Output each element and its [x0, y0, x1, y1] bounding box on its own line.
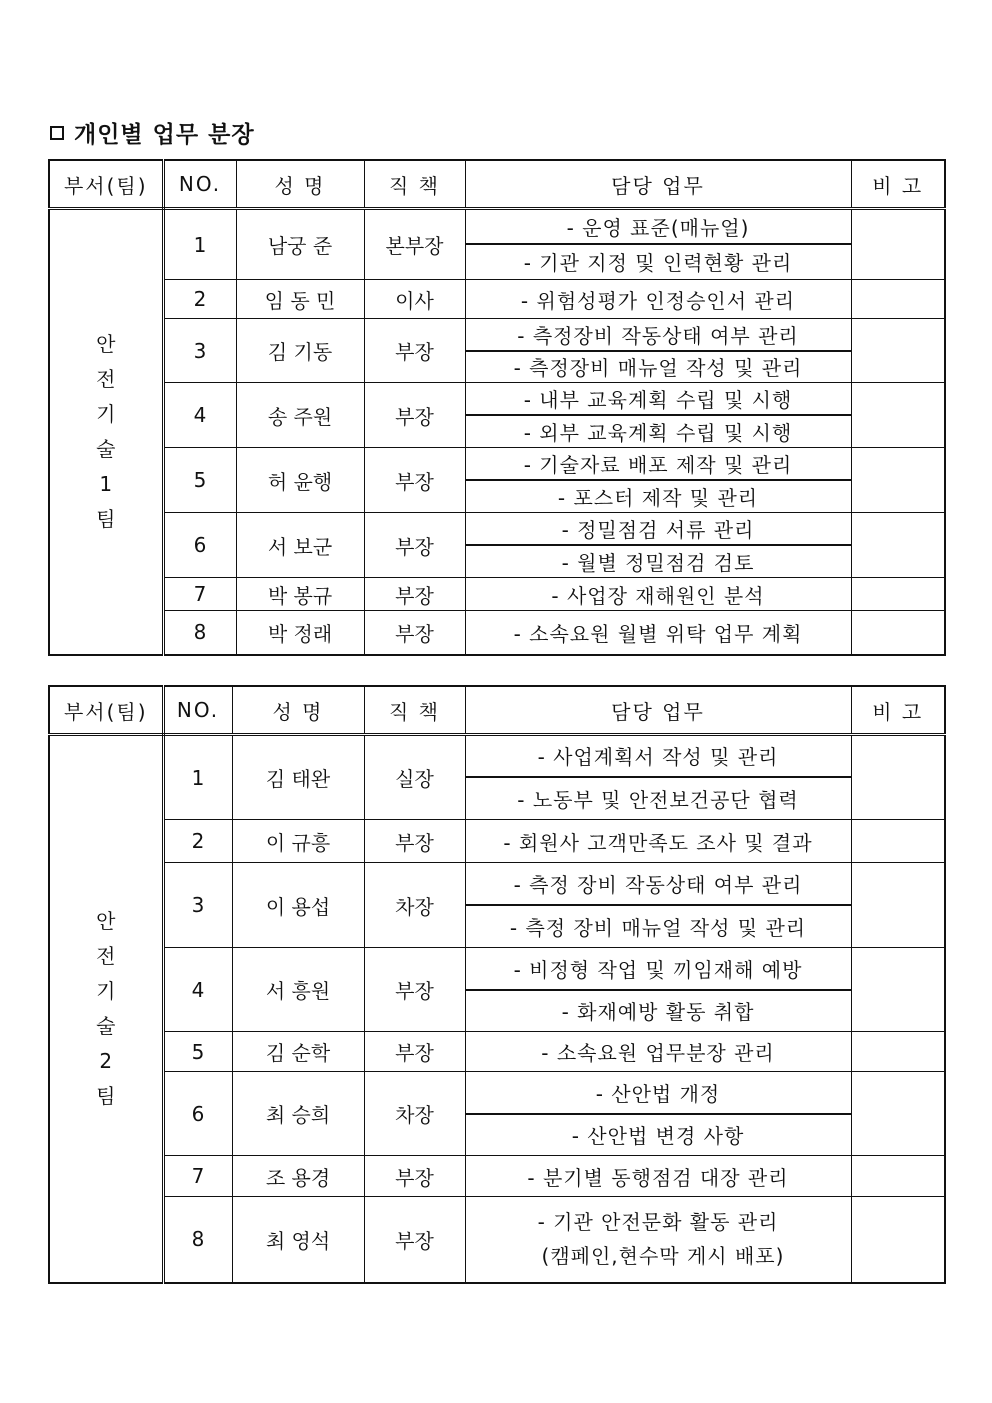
header-duty: 담당 업무: [465, 686, 851, 735]
row-name: 허 윤행: [236, 448, 364, 513]
row-task: - 측정장비 매뉴얼 작성 및 관리: [465, 351, 851, 383]
header-duty: 담당 업무: [465, 160, 851, 209]
row-name: 남궁 준: [236, 209, 364, 280]
row-name: 박 봉규: [236, 578, 364, 611]
row-note: [851, 1072, 945, 1156]
table-row: [49, 948, 945, 990]
row-name: 김 태완: [232, 735, 364, 820]
row-task: - 월별 정밀점검 검토: [465, 545, 851, 578]
header-note: 비 고: [851, 160, 945, 209]
row-task: - 외부 교육계획 수립 및 시행: [465, 415, 851, 448]
row-name: 송 주원: [236, 383, 364, 448]
row-task: - 산안법 변경 사항: [465, 1114, 851, 1156]
row-no: 5: [163, 448, 236, 513]
row-note: [851, 319, 945, 383]
row-task-line: - 기관 안전문화 활동 관리: [537, 1210, 779, 1235]
row-no: 6: [163, 513, 236, 578]
row-task: - 위험성평가 인정승인서 관리: [465, 280, 851, 319]
row-note: [851, 948, 945, 1032]
team1-table: [48, 159, 946, 656]
table-row: [49, 1197, 945, 1283]
row-no: 5: [163, 1032, 232, 1072]
row-note: [851, 1197, 945, 1283]
row-position: 실장: [364, 735, 465, 820]
row-no: 2: [163, 280, 236, 319]
row-no: 1: [163, 209, 236, 280]
row-position: 부장: [364, 513, 465, 578]
row-task: - 기관 지정 및 인력현황 관리: [465, 244, 851, 280]
row-name: 최 승희: [232, 1072, 364, 1156]
row-task-line: (캠페인,현수막 게시 배포): [541, 1244, 785, 1269]
row-task: - 비정형 작업 및 끼임재해 예방: [465, 948, 851, 990]
table-row: [49, 383, 945, 415]
table-row: [49, 863, 945, 905]
header-name: 성 명: [232, 686, 364, 735]
row-task: - 내부 교육계획 수립 및 시행: [465, 383, 851, 415]
row-note: [851, 383, 945, 448]
header-note: 비 고: [851, 686, 945, 735]
row-position: 부장: [364, 948, 465, 1032]
row-no: 4: [163, 383, 236, 448]
table-row: [49, 1032, 945, 1072]
row-position: 이사: [364, 280, 465, 319]
row-task: - 측정 장비 매뉴얼 작성 및 관리: [465, 905, 851, 948]
team1-dept-cell: 안 전 기 술 1 팀: [49, 209, 163, 655]
row-position: 부장: [364, 611, 465, 655]
table-row: [49, 820, 945, 863]
header-no: NO.: [163, 686, 232, 735]
header-position: 직 책: [364, 686, 465, 735]
row-task: - 운영 표준(매뉴얼): [465, 209, 851, 244]
row-task: - 측정 장비 작동상태 여부 관리: [465, 863, 851, 905]
row-task: [465, 1197, 851, 1283]
row-position: 차장: [364, 1072, 465, 1156]
row-note: [851, 820, 945, 863]
row-note: [851, 735, 945, 820]
row-task: - 기술자료 배포 제작 및 관리: [465, 448, 851, 480]
row-no: 1: [163, 735, 232, 820]
row-position: 부장: [364, 578, 465, 611]
page-title: [50, 116, 255, 149]
row-no: 6: [163, 1072, 232, 1156]
row-no: 4: [163, 948, 232, 1032]
row-no: 7: [163, 578, 236, 611]
row-task: - 소속요원 월별 위탁 업무 계획: [465, 611, 851, 655]
table-header-row: [49, 686, 945, 735]
table-row: [49, 1072, 945, 1114]
row-task: - 노동부 및 안전보건공단 협력: [465, 777, 851, 820]
team2-dept-cell: 안 전 기 술 2 팀: [49, 735, 163, 1283]
row-task: - 산안법 개정: [465, 1072, 851, 1114]
row-position: 부장: [364, 383, 465, 448]
table-row: [49, 1156, 945, 1197]
row-no: 8: [163, 611, 236, 655]
row-name: 임 동 민: [236, 280, 364, 319]
table-row: [49, 209, 945, 244]
row-name: 이 용섭: [232, 863, 364, 948]
row-name: 이 규흥: [232, 820, 364, 863]
table-row: [49, 280, 945, 319]
row-position: 부장: [364, 1156, 465, 1197]
row-name: 김 순학: [232, 1032, 364, 1072]
table-row: [49, 513, 945, 545]
checkbox-square-icon: [50, 126, 64, 140]
row-note: [851, 1156, 945, 1197]
row-name: 서 흥원: [232, 948, 364, 1032]
row-no: 8: [163, 1197, 232, 1283]
row-note: [851, 1032, 945, 1072]
header-name: 성 명: [236, 160, 364, 209]
row-name: 서 보군: [236, 513, 364, 578]
row-position: 부장: [364, 820, 465, 863]
row-task: - 사업장 재해원인 분석: [465, 578, 851, 611]
row-task: - 분기별 동행점검 대장 관리: [465, 1156, 851, 1197]
row-name: 박 정래: [236, 611, 364, 655]
row-position: 부장: [364, 319, 465, 383]
row-position: 본부장: [364, 209, 465, 280]
table-row: [49, 611, 945, 655]
table-row: [49, 735, 945, 777]
row-task: - 화재예방 활동 취합: [465, 990, 851, 1032]
row-task: - 포스터 제작 및 관리: [465, 480, 851, 513]
header-dept: 부서(팀): [49, 686, 163, 735]
row-note: [851, 209, 945, 280]
row-task: - 소속요원 업무분장 관리: [465, 1032, 851, 1072]
row-no: 3: [163, 863, 232, 948]
row-position: 부장: [364, 448, 465, 513]
row-position: 부장: [364, 1197, 465, 1283]
row-task: - 측정장비 작동상태 여부 관리: [465, 319, 851, 351]
row-no: 3: [163, 319, 236, 383]
table-row: [49, 578, 945, 611]
row-note: [851, 611, 945, 655]
row-task: - 정밀점검 서류 관리: [465, 513, 851, 545]
table-row: [49, 448, 945, 480]
table-row: [49, 319, 945, 351]
row-note: [851, 280, 945, 319]
header-position: 직 책: [364, 160, 465, 209]
page-title-text: 개인별 업무 분장: [74, 122, 255, 148]
row-note: [851, 513, 945, 578]
row-name: 김 기동: [236, 319, 364, 383]
row-name: 최 영석: [232, 1197, 364, 1283]
team2-table: [48, 685, 946, 1284]
row-no: 2: [163, 820, 232, 863]
row-position: 부장: [364, 1032, 465, 1072]
row-note: [851, 863, 945, 948]
header-dept: 부서(팀): [49, 160, 163, 209]
row-note: [851, 448, 945, 513]
row-note: [851, 578, 945, 611]
row-task: - 회원사 고객만족도 조사 및 결과: [465, 820, 851, 863]
row-name: 조 용경: [232, 1156, 364, 1197]
table-header-row: [49, 160, 945, 209]
row-task: - 사업계획서 작성 및 관리: [465, 735, 851, 777]
row-position: 차장: [364, 863, 465, 948]
header-no: NO.: [163, 160, 236, 209]
row-no: 7: [163, 1156, 232, 1197]
